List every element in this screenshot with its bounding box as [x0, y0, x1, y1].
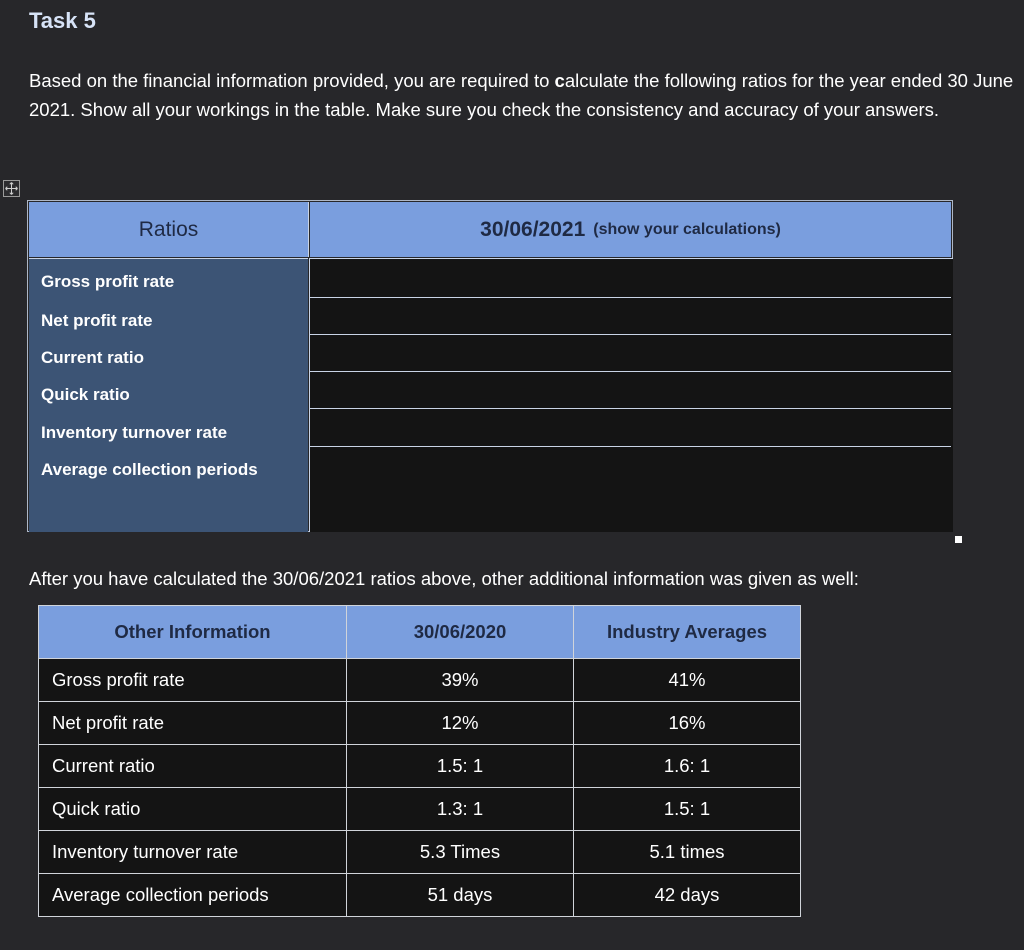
row-label: Gross profit rate [39, 659, 347, 702]
table-move-handle-icon[interactable] [3, 180, 20, 197]
table-row [39, 874, 801, 917]
ratios-answer-column [309, 258, 953, 532]
ratio-label: Average collection periods [41, 460, 258, 479]
ratios-header-date [310, 202, 951, 257]
task-instructions [29, 66, 1014, 124]
table-resize-handle[interactable] [955, 536, 962, 543]
task-title: Task 5 [29, 8, 96, 33]
intro-text-part1: Based on the financial information provided, you are required to [29, 70, 555, 91]
value-2020: 39% [347, 659, 574, 702]
value-industry: 5.1 times [574, 831, 801, 874]
table-row [39, 831, 801, 874]
row-label: Net profit rate [39, 702, 347, 745]
column-header-other-information: Other Information [39, 606, 347, 659]
value-2020: 1.3: 1 [347, 788, 574, 831]
ratio-answer-cell[interactable] [310, 298, 951, 335]
value-industry: 42 days [574, 874, 801, 917]
ratios-header-label: Ratios [29, 202, 309, 257]
ratio-label: Gross profit rate [41, 272, 175, 291]
intro-text-bold: c [554, 70, 565, 91]
ratios-header-date-text: 30/06/2021 [480, 217, 586, 241]
ratio-label: Quick ratio [41, 385, 130, 404]
table-header-row [39, 606, 801, 659]
value-2020: 1.5: 1 [347, 745, 574, 788]
ratio-label: Net profit rate [41, 311, 153, 330]
additional-info-text: After you have calculated the 30/06/2021 ratios above, other additional information was given as well: [29, 568, 859, 589]
ratio-label: Current ratio [41, 348, 144, 367]
ratios-table [27, 200, 953, 532]
ratio-answer-cell[interactable] [310, 409, 951, 447]
value-industry: 41% [574, 659, 801, 702]
column-header-industry-averages: Industry Averages [574, 606, 801, 659]
table-row [39, 788, 801, 831]
value-2020: 5.3 Times [347, 831, 574, 874]
column-header-2020: 30/06/2020 [347, 606, 574, 659]
ratio-answer-cell[interactable] [310, 335, 951, 372]
row-label: Inventory turnover rate [39, 831, 347, 874]
intro-text-part2: alculate the following ratios for the year ended 30 June 2021. Show all your workings in the table. Make sure you check the consistency and accuracy of your answers. [29, 70, 1014, 120]
value-industry: 16% [574, 702, 801, 745]
other-information-table [38, 605, 801, 917]
row-label: Current ratio [39, 745, 347, 788]
table-row [39, 702, 801, 745]
table-row [39, 745, 801, 788]
ratio-answer-cell[interactable] [310, 447, 951, 532]
row-label: Quick ratio [39, 788, 347, 831]
value-2020: 51 days [347, 874, 574, 917]
ratios-label-column [29, 258, 308, 532]
ratio-answer-cell[interactable] [310, 259, 951, 298]
row-label: Average collection periods [39, 874, 347, 917]
ratio-answer-cell[interactable] [310, 372, 951, 409]
table-row [39, 659, 801, 702]
ratios-header-note: (show your calculations) [593, 220, 781, 238]
value-2020: 12% [347, 702, 574, 745]
value-industry: 1.6: 1 [574, 745, 801, 788]
value-industry: 1.5: 1 [574, 788, 801, 831]
ratio-label: Inventory turnover rate [41, 423, 228, 442]
